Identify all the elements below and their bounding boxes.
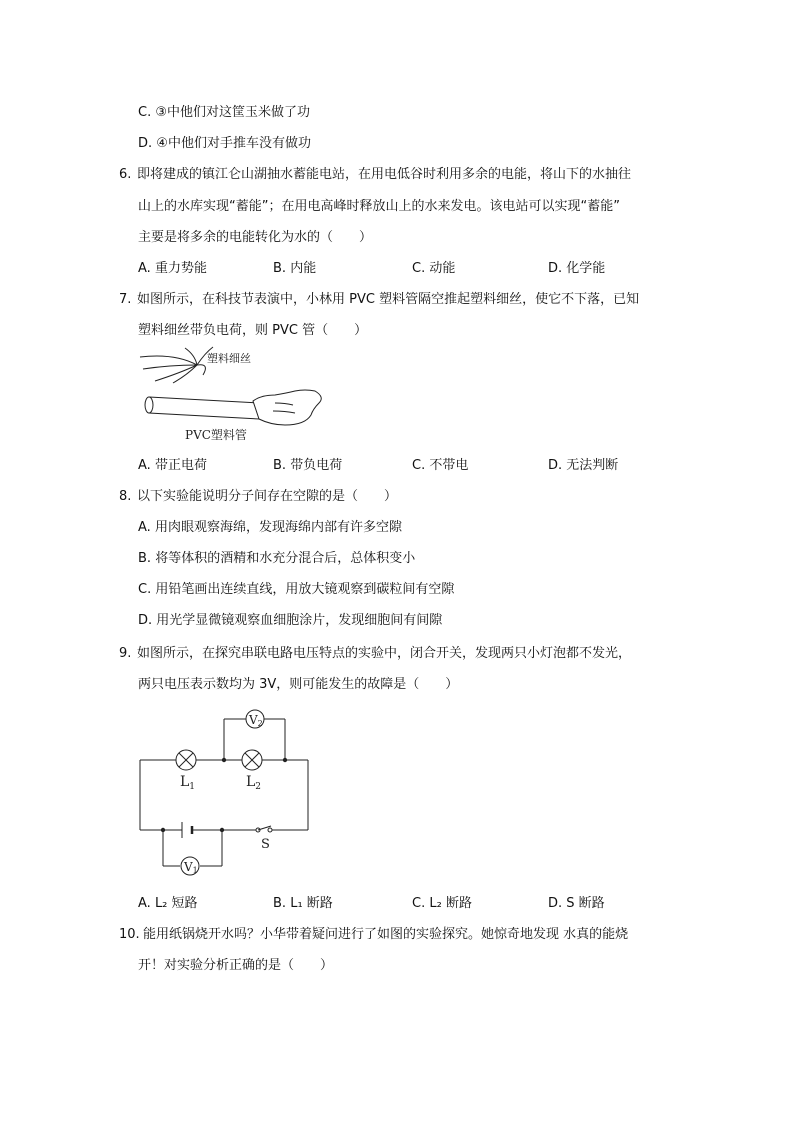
- q7-option-a: A. 带正电荷: [138, 458, 207, 473]
- lamp-l1-icon: [176, 750, 196, 770]
- q6-option-d: D. 化学能: [548, 261, 606, 276]
- q8-option-b: B. 将等体积的酒精和水充分混合后，总体积变小: [138, 551, 416, 566]
- q8-option-d: D. 用光学显微镜观察血细胞涂片，发现细胞间有间隙: [138, 613, 443, 628]
- question-text: 即将建成的镇江仑山湖抽水蓄能电站，在用电低谷时利用多余的电能，将山下的水抽往: [137, 167, 632, 182]
- q9-stem-line-1: [119, 645, 631, 663]
- q9-option-b: B. L₁ 断路: [273, 896, 333, 911]
- question-text: 如图所示，在探究串联电路电压特点的实验中，闭合开关，发现两只小灯泡都不发光，: [137, 646, 632, 661]
- series-circuit-figure: [130, 700, 320, 880]
- plastic-filament-strands: [140, 347, 213, 383]
- q9-stem-line-2: 两只电压表示数均为 3V，则可能发生的故障是（ ）: [138, 677, 459, 692]
- hand-icon: [253, 390, 321, 425]
- q5-option-d: [138, 135, 311, 153]
- q7-stem-line-1: [119, 291, 639, 309]
- svg-text:L1: [180, 774, 195, 792]
- question-number: 10.: [119, 927, 140, 942]
- pipe-label: PVC塑料管: [185, 428, 247, 442]
- q7-option-b: B. 带负电荷: [273, 458, 343, 473]
- lamp-l1-label: L: [180, 774, 190, 790]
- q6-option-a: A. 重力势能: [138, 261, 207, 276]
- lamp-l1-sub: 1: [189, 782, 196, 792]
- option-text: ④中他们对手推车没有做功: [156, 136, 311, 151]
- option-label: D.: [138, 136, 153, 151]
- q6-stem-line-2: 山上的水库实现“蓄能”；在用电高峰时释放山上的水来发电。该电站可以实现“蓄能”: [138, 199, 620, 214]
- question-number: 6.: [119, 167, 132, 182]
- q8-option-a: A. 用肉眼观察海绵，发现海绵内部有许多空隙: [138, 520, 402, 535]
- pvc-pipe: [145, 397, 259, 419]
- question-number: 7.: [119, 292, 132, 307]
- circuit-wires: [140, 719, 308, 866]
- question-number: 9.: [119, 646, 132, 661]
- question-text: 能用纸锅烧开水吗？小华带着疑问进行了如图的实验探究。她惊奇地发现 水真的能烧: [143, 927, 629, 942]
- q9-option-c: C. L₂ 断路: [412, 896, 472, 911]
- voltmeter-v1-label: V: [184, 860, 193, 874]
- q10-stem-line-1: [119, 926, 628, 944]
- lamp-l2-label: L: [246, 774, 256, 790]
- junction-dots: [161, 758, 287, 832]
- question-text: 以下实验能说明分子间存在空隙的是（ ）: [137, 489, 398, 504]
- pvc-pipe-figure: [135, 345, 335, 445]
- svg-text:L2: [246, 774, 261, 792]
- q7-stem-line-2: 塑料细丝带负电荷，则 PVC 管（ ）: [138, 323, 368, 338]
- series-circuit-diagram: [130, 700, 320, 880]
- lamp-l2-icon: [242, 750, 262, 770]
- battery-icon: [182, 822, 192, 838]
- q6-option-c: C. 动能: [412, 261, 456, 276]
- q6-option-b: B. 内能: [273, 261, 317, 276]
- q8-option-c: C. 用铅笔画出连续直线，用放大镜观察到碳粒间有空隙: [138, 582, 455, 597]
- voltmeter-v2-label: V: [249, 713, 258, 727]
- switch-s-label: S: [261, 837, 270, 852]
- q7-option-d: D. 无法判断: [548, 458, 619, 473]
- lamp-l2-sub: 2: [255, 782, 262, 792]
- q8-stem-line-1: [119, 488, 397, 506]
- q10-stem-line-2: 开！对实验分析正确的是（ ）: [138, 958, 334, 973]
- q9-option-a: A. L₂ 短路: [138, 896, 198, 911]
- pvc-pipe-diagram: [135, 345, 335, 445]
- voltmeter-v2-sub: 2: [257, 719, 263, 728]
- q6-stem-line-1: [119, 166, 631, 184]
- q5-option-c: [138, 104, 310, 122]
- q6-stem-line-3: 主要是将多余的电能转化为水的（ ）: [138, 230, 373, 245]
- option-label: C.: [138, 105, 152, 120]
- q9-option-d: D. S 断路: [548, 896, 605, 911]
- wire-label: 塑料细丝: [207, 352, 251, 365]
- switch-s-icon: [256, 826, 272, 832]
- voltmeter-v1-sub: 1: [192, 866, 198, 875]
- question-text: 如图所示，在科技节表演中，小林用 PVC 塑料管隔空推起塑料细丝，使它不下落，已知: [137, 292, 640, 307]
- q7-option-c: C. 不带电: [412, 458, 469, 473]
- option-text: ③中他们对这筐玉米做了功: [155, 105, 311, 120]
- question-number: 8.: [119, 489, 132, 504]
